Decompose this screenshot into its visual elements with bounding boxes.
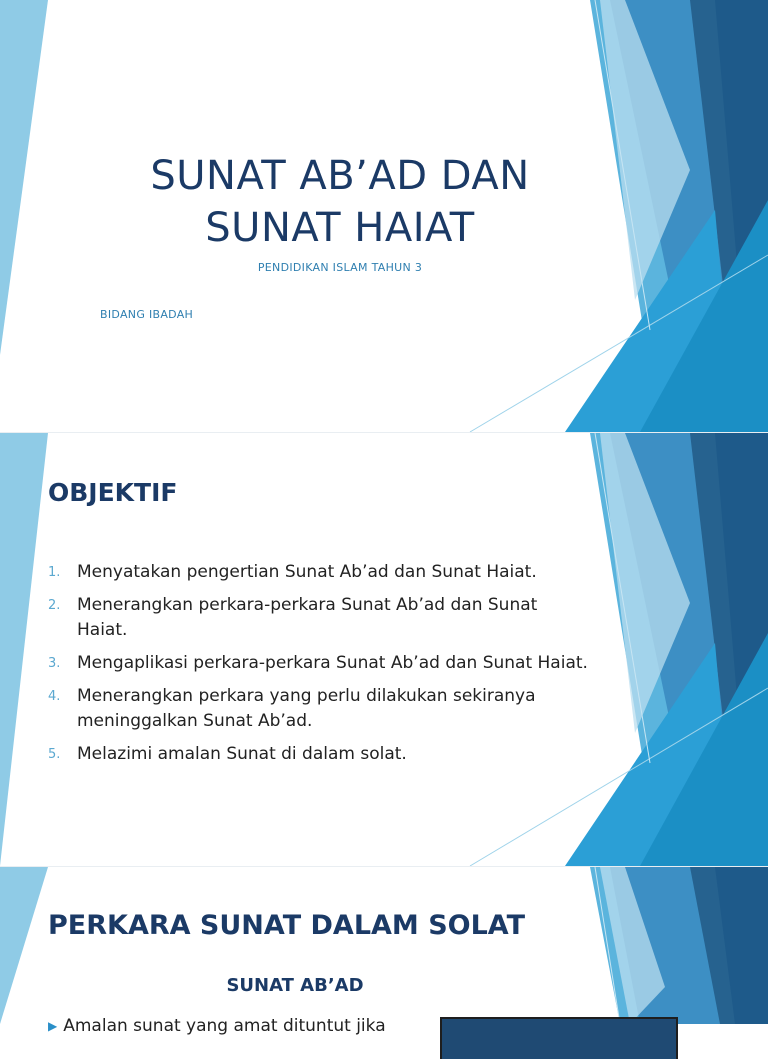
slide-decoration [0,867,768,1024]
item-text: Melazimi amalan Sunat di dalam solat. [77,744,407,764]
list-item [48,560,588,585]
objectives-list [48,560,588,775]
item-number: 3. [48,656,61,671]
bullet-text: Amalan sunat yang amat dituntut jika [63,1016,386,1036]
list-item [48,742,588,767]
objectives-slide [0,433,768,866]
list-item [48,651,588,676]
item-number: 1. [48,565,61,580]
section-subheading: SUNAT AB’AD [226,975,364,996]
item-text: Mengaplikasi perkara-perkara Sunat Ab’ad dan Sunat Haiat. [77,653,588,673]
list-item [48,593,588,643]
slide-heading: OBJEKTIF [48,478,178,507]
list-item [48,684,588,734]
title-slide [0,0,768,432]
content-slide [0,867,768,1036]
item-text: Menerangkan perkara-perkara Sunat Ab’ad dan Sunat Haiat. [77,595,538,640]
slide-subtitle: PENDIDIKAN ISLAM TAHUN 3 [257,261,423,274]
item-number: 5. [48,747,61,762]
triangle-bullet-icon: ▶ [48,1019,58,1033]
slide-category: BIDANG IBADAH [100,308,194,321]
item-number: 4. [48,689,61,704]
bullet-item [48,1017,386,1035]
item-text: Menerangkan perkara yang perlu dilakukan sekiranya meninggalkan Sunat Ab’ad. [77,686,536,731]
slide-heading: PERKARA SUNAT DALAM SOLAT [48,910,526,941]
slide-title: SUNAT AB’AD DAN SUNAT HAIAT [150,153,530,251]
item-number: 2. [48,598,61,613]
item-text: Menyatakan pengertian Sunat Ab’ad dan Sunat Haiat. [77,562,537,582]
illustration-image [440,1017,678,1059]
